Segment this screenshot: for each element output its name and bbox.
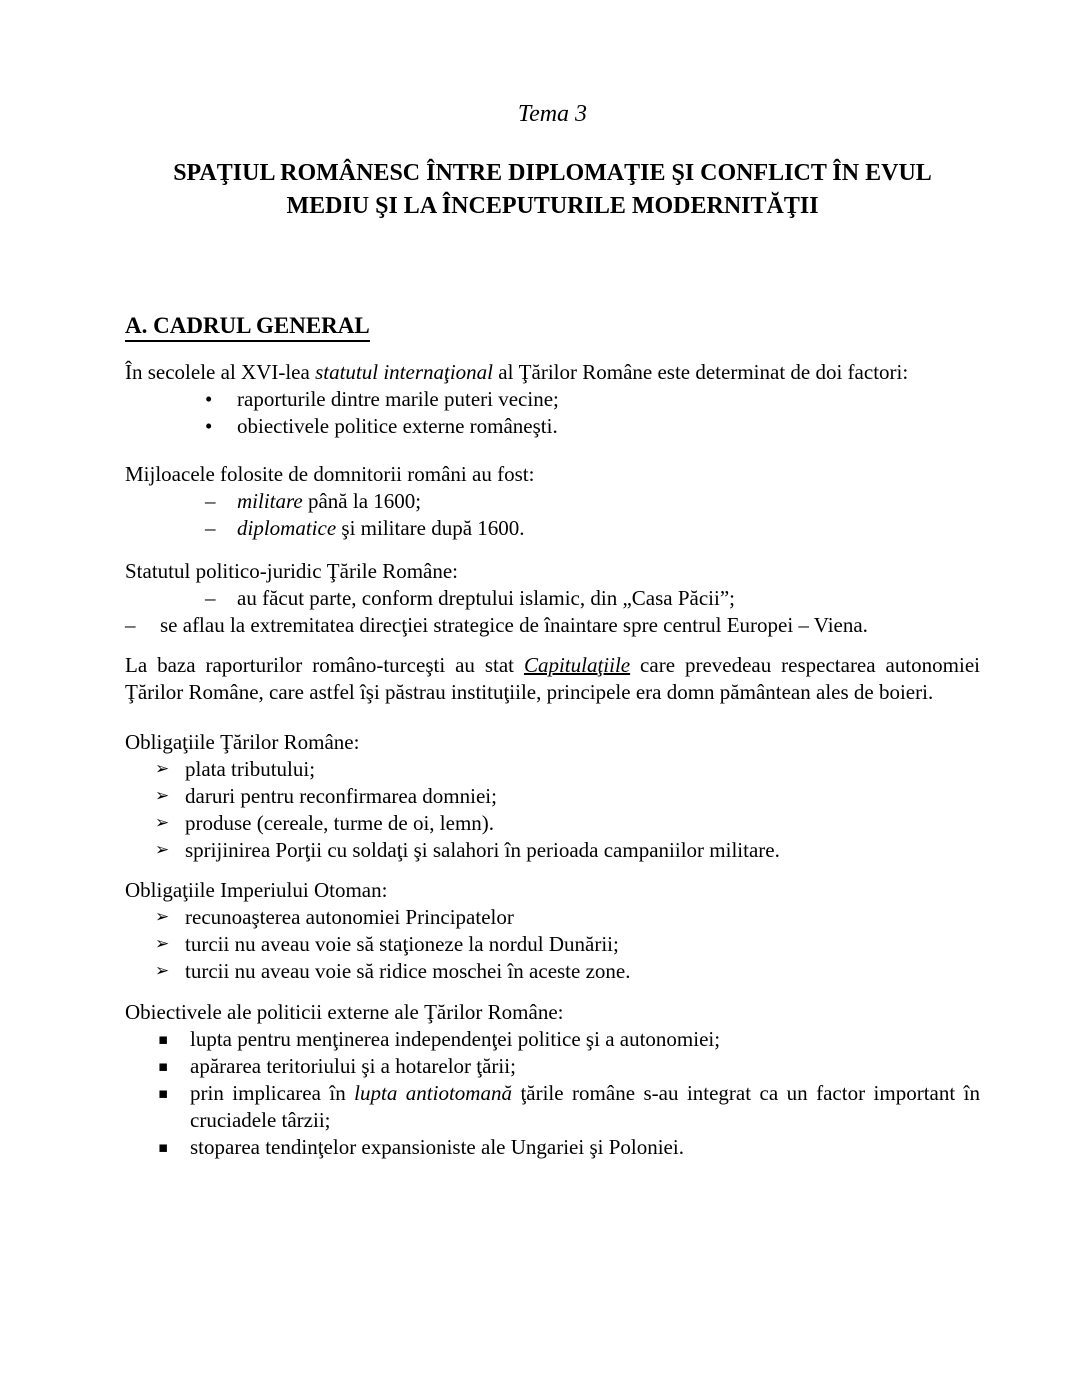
- list-item-text: recunoaşterea autonomiei Principatelor: [185, 905, 514, 929]
- doc-heading: [125, 157, 980, 223]
- list-item: [125, 904, 980, 931]
- list-item-text: obiectivele politice externe româneşti.: [237, 414, 558, 438]
- paragraph-lead: Mijloacele folosite de domnitorii români au fost:: [125, 462, 535, 486]
- list-item-text: raporturile dintre marile puteri vecine;: [237, 387, 559, 411]
- list-item-text: [237, 515, 980, 542]
- arrow-bullet-icon: ➢: [155, 786, 170, 806]
- list-item-text: turcii nu aveau voie să ridice moschei în aceste zone.: [185, 959, 631, 983]
- list-item-text: daruri pentru reconfirmarea domniei;: [185, 784, 497, 808]
- list-item: [125, 837, 980, 864]
- item-text: ţările române s-au integrat ca un factor important în cruciadele târzii;: [190, 1081, 980, 1132]
- paragraph-text: care prevedeau respectarea autonomiei Ţărilor Române, care astfel îşi păstrau instituţiile, principele era domn pământean ales de boieri.: [125, 653, 980, 704]
- paragraph-block-statut-juridic: [125, 558, 980, 639]
- list-item-text: stoparea tendinţelor expansioniste ale Ungariei şi Poloniei.: [190, 1135, 684, 1159]
- paragraph-block-mijloace: [125, 461, 980, 542]
- list-item: [125, 783, 980, 810]
- paragraph-block-obligatii-tari: [125, 729, 980, 864]
- item-text: prin implicarea în: [190, 1081, 355, 1105]
- list-item: [125, 585, 980, 612]
- paragraph-block-status-international: [125, 359, 980, 440]
- list-item: [125, 488, 980, 515]
- list-item: [125, 810, 980, 837]
- paragraph-lead: Statutul politico-juridic Ţările Române:: [125, 559, 459, 583]
- bullet-icon: •: [205, 414, 213, 438]
- capitulatiile-term: Capitulaţiile: [523, 653, 631, 677]
- list-item: [125, 413, 980, 440]
- lead-text: al Ţărilor Române este determinat de doi factori:: [493, 360, 909, 384]
- paragraph-lead: Obligaţiile Imperiului Otoman:: [125, 878, 388, 902]
- list-item-text: [237, 488, 980, 515]
- arrow-bullet-icon: ➢: [155, 759, 170, 779]
- list-item-text: au făcut parte, conform dreptului islamic, din „Casa Păcii”;: [237, 586, 735, 610]
- list-item-text: apărarea teritoriului şi a hotarelor ţării;: [190, 1054, 516, 1078]
- list-item-text: turcii nu aveau voie să staţioneze la nordul Dunării;: [185, 932, 619, 956]
- square-bullet-icon: ▪: [158, 1138, 169, 1156]
- item-italic-phrase: militare: [237, 489, 303, 513]
- arrow-bullet-icon: ➢: [155, 840, 170, 860]
- paragraph-text: La baza raporturilor româno-turceşti au stat: [125, 653, 524, 677]
- arrow-bullet-icon: ➢: [155, 934, 170, 954]
- square-bullet-icon: ▪: [158, 1030, 169, 1048]
- list-item: [125, 386, 980, 413]
- arrow-bullet-icon: ➢: [155, 813, 170, 833]
- paragraph-capitulatii: [125, 652, 980, 706]
- list-item: [125, 931, 980, 958]
- lead-text: În secolele al XVI-lea: [125, 360, 316, 384]
- section-heading-text: A. CADRUL GENERAL: [125, 313, 370, 342]
- square-bullet-icon: ▪: [158, 1084, 169, 1102]
- list-item-text: se aflau la extremitatea direcţiei strategice de înaintare spre centrul Europei – Viena.: [160, 613, 868, 637]
- list-item-text: sprijinirea Porţii cu soldaţi şi salahori în perioada campaniilor militare.: [185, 838, 780, 862]
- list-item-text: lupta pentru menţinerea independenţei politice şi a autonomiei;: [190, 1027, 721, 1051]
- paragraph-lead: [125, 359, 980, 386]
- lead-italic-phrase: statutul internaţional: [315, 360, 494, 384]
- dash-icon: –: [125, 613, 136, 637]
- section-heading: [125, 313, 980, 342]
- item-italic-phrase: diplomatice: [237, 516, 337, 540]
- list-item: [125, 612, 980, 639]
- paragraph-block-obiective: [125, 999, 980, 1161]
- dash-icon: –: [205, 516, 216, 540]
- list-item: [125, 756, 980, 783]
- list-item: [125, 1080, 980, 1134]
- paragraph-lead: Obligaţiile Ţărilor Române:: [125, 730, 360, 754]
- doc-heading-line2: MEDIU ŞI LA ÎNCEPUTURILE MODERNITĂŢII: [286, 193, 819, 219]
- list-item: [125, 1053, 980, 1080]
- arrow-bullet-icon: ➢: [155, 907, 170, 927]
- paragraph-block-obligatii-otoman: [125, 877, 980, 985]
- dash-icon: –: [205, 586, 216, 610]
- list-item-text: produse (cereale, turme de oi, lemn).: [185, 811, 495, 835]
- list-item: [125, 1026, 980, 1053]
- item-text: până la 1600;: [302, 489, 422, 513]
- list-item: [125, 515, 980, 542]
- paragraph-lead: Obiectivele ale politicii externe ale Ţărilor Române:: [125, 1000, 564, 1024]
- dash-icon: –: [205, 489, 216, 513]
- doc-heading-line1: SPAŢIUL ROMÂNESC ÎNTRE DIPLOMAŢIE ŞI CONFLICT ÎN EVUL: [173, 160, 932, 186]
- bullet-icon: •: [205, 387, 213, 411]
- arrow-bullet-icon: ➢: [155, 961, 170, 981]
- item-italic-phrase: lupta antiotomană: [354, 1081, 512, 1105]
- square-bullet-icon: ▪: [158, 1057, 169, 1075]
- list-item: [125, 1134, 980, 1161]
- list-item-text: plata tributului;: [185, 757, 316, 781]
- list-item: [125, 958, 980, 985]
- item-text: şi militare după 1600.: [336, 516, 525, 540]
- doc-title: Tema 3: [517, 101, 588, 127]
- list-item-text: [190, 1080, 980, 1134]
